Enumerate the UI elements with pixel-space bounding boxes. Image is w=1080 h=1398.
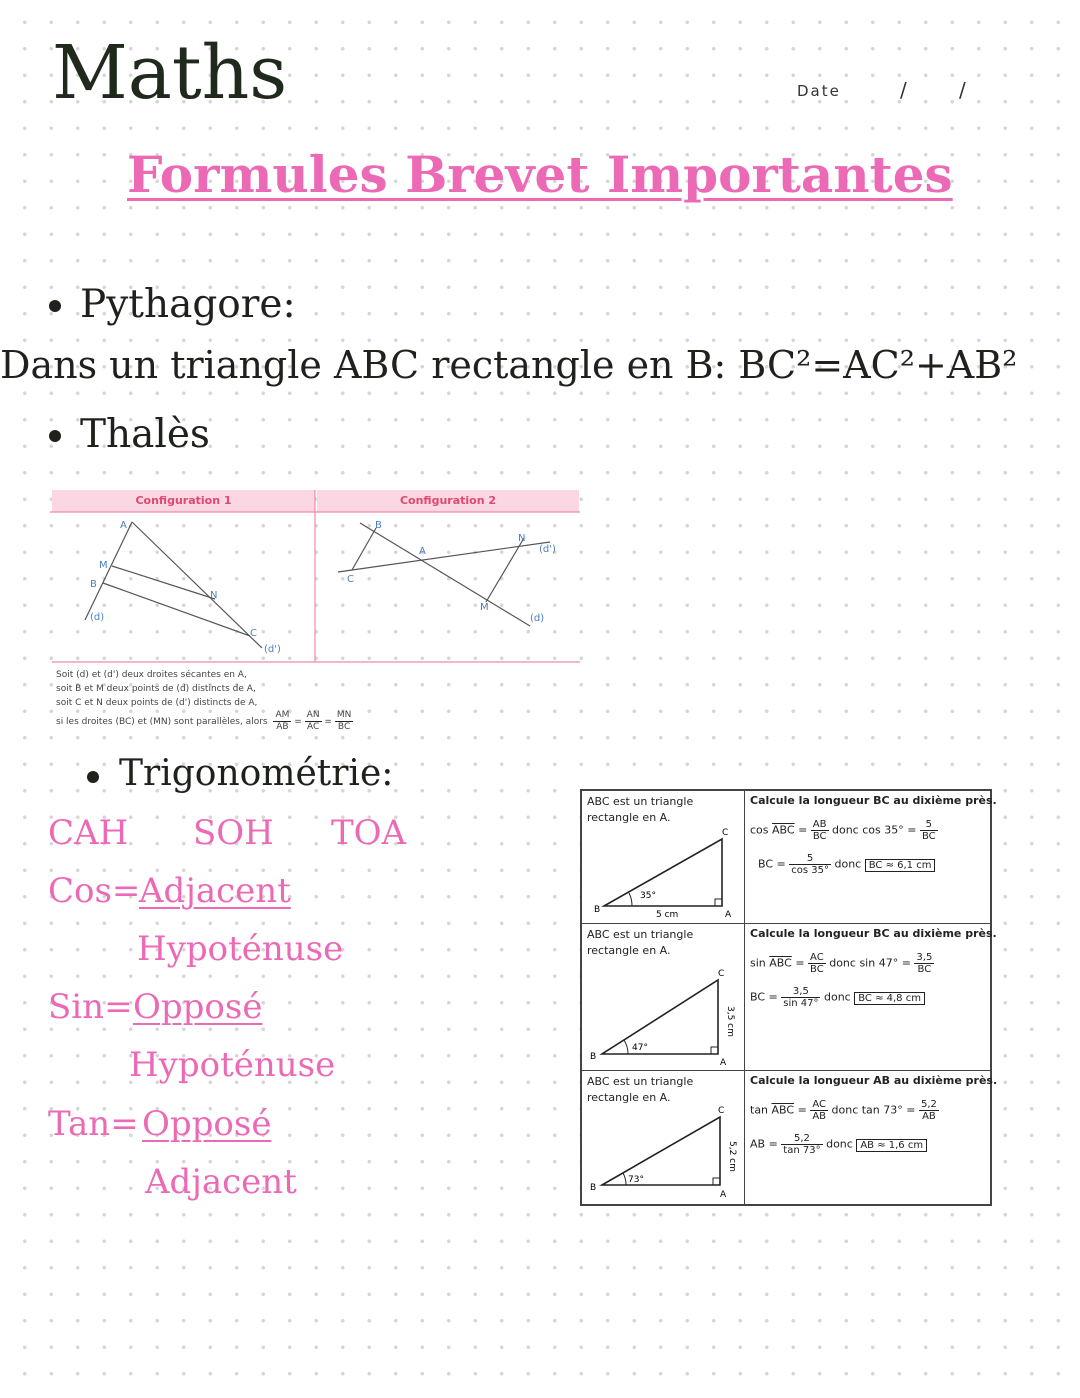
result-box: BC ≈ 4,8 cm [854, 992, 925, 1005]
angle-label: 35° [640, 891, 656, 901]
question: Calcule la longueur BC au dixième près. [750, 794, 997, 807]
date-label: Date [797, 82, 841, 100]
side-label: 3,5 cm [725, 1006, 735, 1037]
caption-line: soit B et M deux points de (d) distincts de A, [56, 684, 256, 694]
caption-line: soit C et N deux points de (d') distincts de A, [56, 698, 258, 708]
cos-numerator: Adjacent [139, 871, 291, 911]
page-subject-title: Maths [52, 30, 288, 116]
point-a-label: A [419, 546, 426, 557]
vertex-a: A [720, 1190, 727, 1200]
thales-figure [50, 490, 580, 740]
desc-line: rectangle en A. [587, 1091, 671, 1104]
mnemonic-toa: TOA [331, 813, 407, 853]
vertex-c: C [718, 1106, 725, 1116]
trig-row [582, 791, 997, 924]
trig-row [582, 924, 997, 1071]
calculation-cell [746, 1071, 998, 1204]
line-dprime-label: (d') [264, 644, 281, 655]
vertex-b: B [590, 1052, 597, 1062]
vertex-b: B [590, 1183, 597, 1193]
question: Calcule la longueur AB au dixième près. [750, 1074, 998, 1087]
ratio-an-ac: $\frac{AN}{AC}$ [306, 710, 320, 732]
tan-numerator: Opposé [142, 1104, 272, 1144]
thales-caption [56, 668, 353, 733]
desc-line: rectangle en A. [587, 811, 671, 824]
sin-denominator: Hypoténuse [129, 1045, 336, 1085]
point-m-label: M [480, 602, 489, 613]
line-d-label: (d) [90, 612, 105, 623]
side-label: 5,2 cm [727, 1141, 737, 1172]
sin-numerator: Opposé [133, 987, 263, 1027]
desc-line: ABC est un triangle [587, 795, 694, 808]
page-title: Formules Brevet Importantes [127, 145, 953, 204]
bullet-icon [49, 430, 61, 442]
result-line: AB = $\frac{5,2}{\tan 73^\circ}$ donc AB ≈ 1,6 cm [750, 1133, 927, 1156]
vertex-c: C [718, 969, 725, 979]
desc-line: ABC est un triangle [587, 1075, 694, 1088]
config2-header: Configuration 2 [317, 490, 579, 512]
trig-row [582, 1071, 998, 1204]
point-m-label: M [99, 560, 108, 571]
cos-denominator: Hypoténuse [137, 929, 344, 969]
point-n-label: N [210, 590, 218, 601]
ratio-mn-bc: $\frac{MN}{BC}$ [336, 710, 352, 732]
line-d-label: (d) [530, 613, 545, 624]
ratio-am-ab: $\frac{AM}{AB}$ [275, 710, 290, 732]
triangle-cell [582, 1071, 745, 1204]
question: Calcule la longueur BC au dixième près. [750, 927, 997, 940]
thales-heading: Thalès [80, 412, 210, 457]
tan-label: Tan= [48, 1104, 139, 1144]
pythagore-heading: Pythagore: [80, 282, 296, 327]
trigo-heading: Trigonométrie: [119, 753, 394, 794]
line-dprime-label: (d') [539, 544, 556, 555]
triangle-figure [582, 1071, 742, 1201]
date-separator: / [900, 78, 907, 102]
vertex-c: C [722, 828, 729, 838]
desc-line: rectangle en A. [587, 944, 671, 957]
config1-header: Configuration 1 [52, 490, 315, 512]
tan-denominator: Adjacent [145, 1162, 297, 1202]
point-n-label: N [518, 533, 526, 544]
vertex-a: A [720, 1058, 727, 1068]
calculation-cell [746, 791, 997, 923]
sin-label: Sin= [48, 987, 133, 1027]
result-line: BC = $\frac{5}{\cos 35^\circ}$ donc BC ≈ 6,1 cm [758, 853, 935, 876]
trig-table [580, 789, 998, 1206]
mnemonic-cah: CAH [48, 813, 129, 853]
bullet-icon [49, 300, 61, 312]
vertex-b: B [594, 905, 601, 915]
point-b-label: B [90, 579, 97, 590]
mnemonic-soh: SOH [193, 813, 274, 853]
thales-diagram [50, 490, 580, 668]
formula-line: $\tan \overline{ABC}$ = $\frac{AC}{AB}$ donc tan 73° = $\frac{5,2}{AB}$ [750, 1099, 937, 1122]
cos-label: Cos= [48, 871, 141, 911]
desc-line: ABC est un triangle [587, 928, 694, 941]
point-b-label: B [375, 520, 382, 531]
bullet-icon [87, 771, 99, 783]
result-box: AB ≈ 1,6 cm [856, 1139, 927, 1152]
triangle-figure [582, 924, 742, 1069]
formula-line: $\cos \overline{ABC}$ = $\frac{AB}{BC}$ donc cos 35° = $\frac{5}{BC}$ [750, 819, 936, 842]
pythagore-statement: Dans un triangle ABC rectangle en B: BC²=AC²+AB² [0, 343, 1018, 387]
side-label: 5 cm [656, 910, 679, 920]
calculation-cell [746, 924, 997, 1070]
point-c-label: C [347, 574, 354, 585]
formula-line: $\sin \overline{ABC}$ = $\frac{AC}{BC}$ donc sin 47° = $\frac{3,5}{BC}$ [750, 952, 933, 975]
triangle-cell [582, 791, 745, 923]
triangle-cell [582, 924, 745, 1070]
angle-label: 47° [632, 1043, 648, 1053]
angle-label: 73° [628, 1175, 644, 1185]
result-box: BC ≈ 6,1 cm [865, 859, 936, 872]
triangle-figure [582, 791, 742, 921]
date-separator: / [959, 78, 966, 102]
vertex-a: A [725, 910, 732, 920]
point-c-label: C [250, 628, 257, 639]
point-a-label: A [120, 520, 127, 531]
caption-line: Soit (d) et (d') deux droites sécantes en A, [56, 670, 247, 680]
result-line: BC = $\frac{3,5}{\sin 47^\circ}$ donc BC ≈ 4,8 cm [750, 986, 925, 1009]
caption-line: si les droites (BC) et (MN) sont parallèles, alors $\frac{AM}{AB}$ = $\frac{AN}{AC}$ = $\frac{MN}{BC}$ [56, 710, 352, 732]
